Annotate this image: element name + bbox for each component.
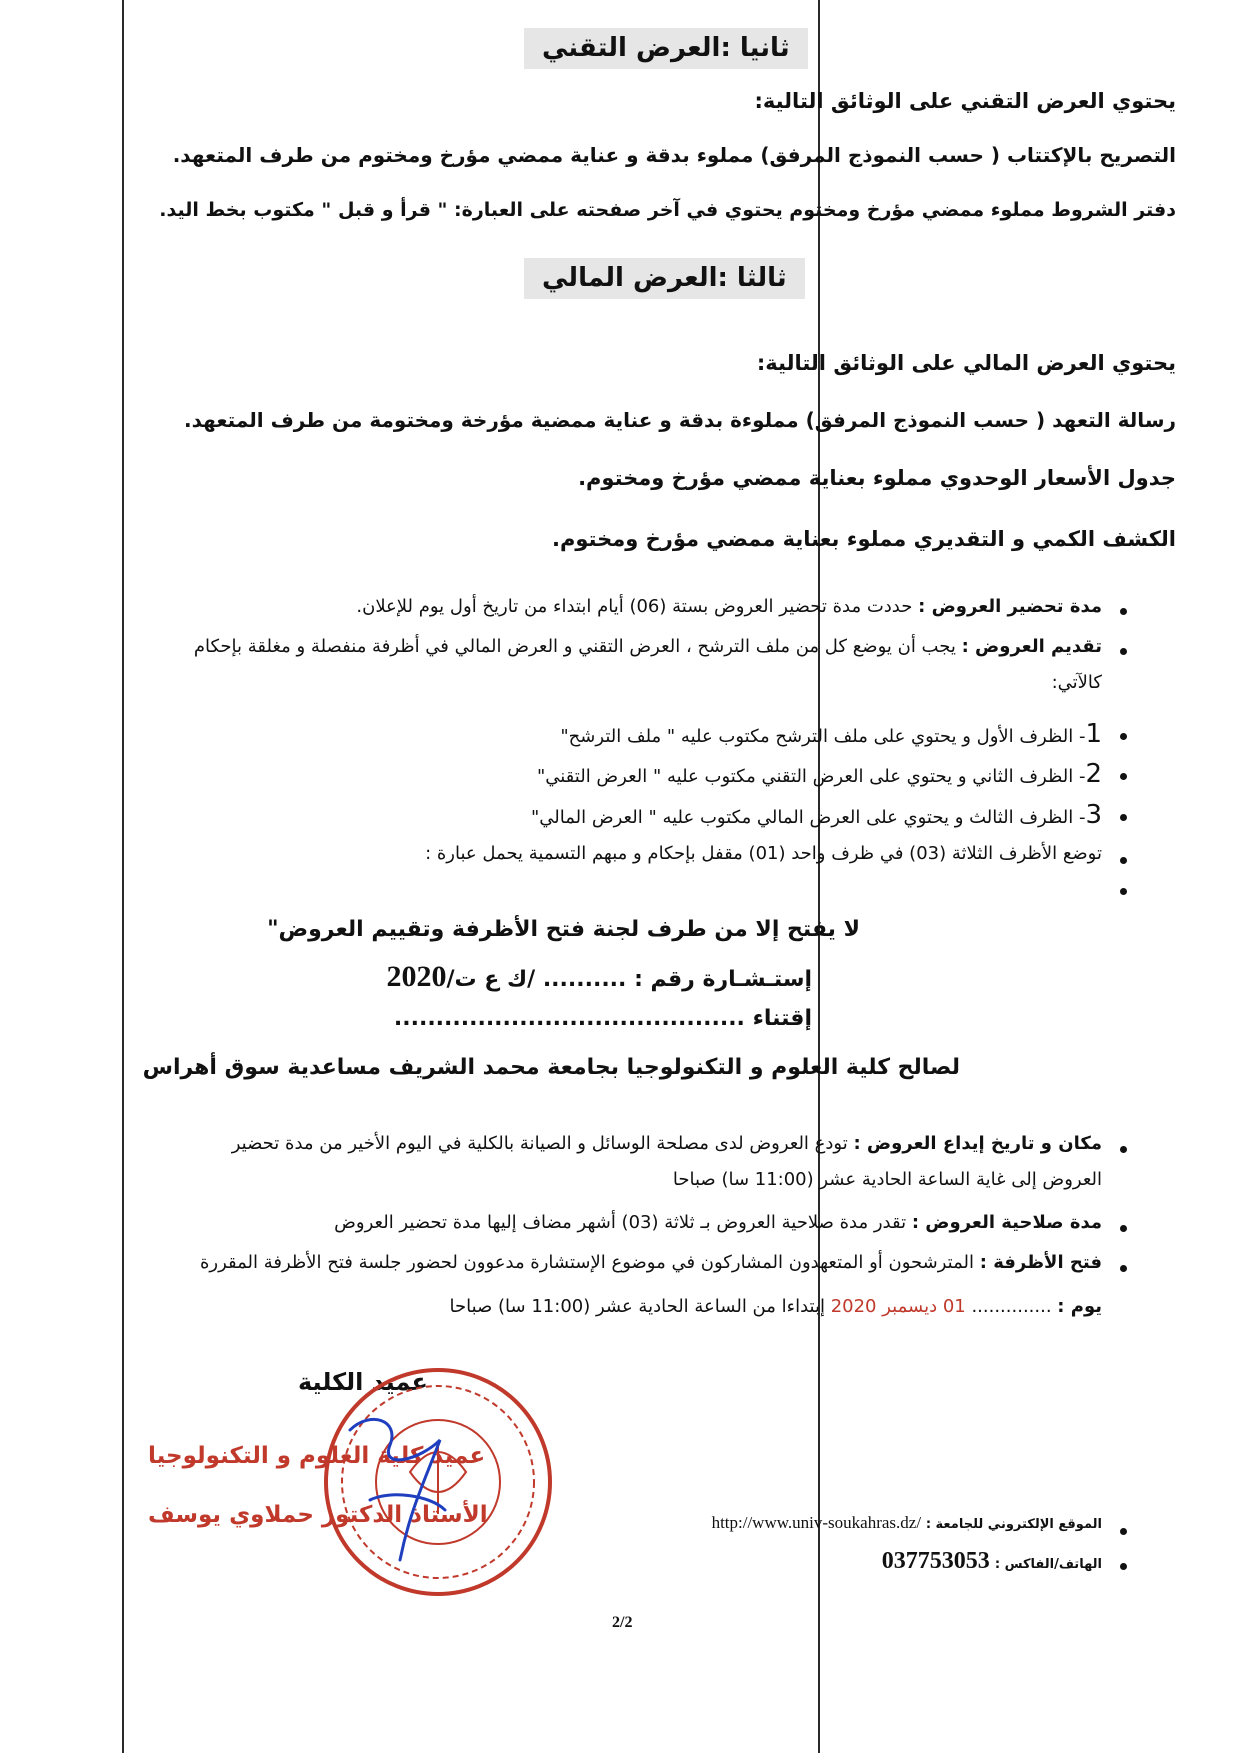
acquisition-label: إقتناء <box>752 1006 812 1031</box>
outer-envelope-line2 <box>386 958 812 996</box>
opening-label: فتح الأظرفة : <box>979 1252 1102 1273</box>
opening-text-2: إبتداءا من الساعة الحادية عشر (11:00 سا) صباحا <box>449 1296 825 1317</box>
envelope-1-num: 1 <box>1085 719 1102 749</box>
validity-line <box>334 1212 1102 1235</box>
consultation-label: إستـشـارة رقم : <box>634 967 812 992</box>
submit-continued: كالآتي: <box>1051 672 1102 693</box>
submit-text: يجب أن يوضع كل من ملف الترشح ، العرض التقني و العرض المالي في أظرفة منفصلة و مغلقة بإحكام <box>193 636 956 657</box>
website-line <box>712 1512 1102 1533</box>
envelope-2-text: - الظرف الثاني و يحتوي على العرض التقني مكتوب عليه " العرض التقني" <box>536 766 1086 787</box>
technical-intro: يحتوي العرض التقني على الوثائق التالية: <box>754 89 1176 113</box>
stamp-line2: الأستاذ الدكتور حملاوي يوسف <box>148 1502 488 1528</box>
bullet <box>1120 1563 1127 1570</box>
bullet <box>1120 1528 1127 1535</box>
bullet <box>1120 608 1127 615</box>
bullet <box>1120 773 1127 780</box>
scan-line-center <box>818 0 820 1753</box>
envelope-3 <box>531 799 1102 832</box>
deposit-place-label: مكان و تاريخ إيداع العروض : <box>853 1133 1102 1154</box>
submit-line <box>194 636 1102 659</box>
financial-heading: ثالثا :العرض المالي <box>524 258 805 299</box>
financial-item-3: الكشف الكمي و التقديري مملوء بعناية ممضي مؤرخ ومختوم. <box>551 527 1176 551</box>
technical-item-1: التصريح بالإكتتاب ( حسب النموذج المرفق) مملوء بدقة و عناية ممضي مؤرخ ومختوم من طرف المتعهد. <box>172 143 1176 167</box>
financial-item-2: جدول الأسعار الوحدوي مملوء بعناية ممضي مؤرخ ومختوم. <box>578 466 1176 490</box>
financial-item-1: رسالة التعهد ( حسب النموذج المرفق) مملوءة بدقة و عناية ممضية مؤرخة ومختومة من طرف المتعهد. <box>184 408 1176 432</box>
technical-item-2: دفتر الشروط مملوء ممضي مؤرخ ومختوم يحتوي في آخر صفحته على العبارة: " قرأ و قبل " مكتوب بخط اليد. <box>159 199 1176 221</box>
consultation-year: 2020 <box>386 960 447 993</box>
phone-label: الهاتف/الفاكس : <box>994 1557 1102 1572</box>
opening-date-handwritten: 01 ديسمبر 2020 <box>830 1296 966 1317</box>
envelope-3-text: - الظرف الثالث و يحتوي على العرض المالي مكتوب عليه " العرض المالي" <box>531 807 1086 828</box>
prep-label: مدة تحضير العروض : <box>918 596 1102 617</box>
phone-line <box>882 1546 1102 1576</box>
consultation-ref: /ك ع ت/ <box>446 967 536 992</box>
envelope-1 <box>560 718 1102 751</box>
bullet <box>1120 648 1127 655</box>
opening-day-label: يوم : <box>1057 1296 1102 1317</box>
technical-heading: ثانيا :العرض التقني <box>524 28 808 69</box>
envelope-2 <box>537 758 1102 791</box>
scan-line-left <box>122 0 124 1753</box>
validity-label: مدة صلاحية العروض : <box>911 1212 1102 1233</box>
bullet <box>1120 733 1127 740</box>
bullet <box>1120 888 1127 895</box>
outer-envelope-line4: لصالح كلية العلوم و التكنولوجيا بجامعة محمد الشريف مساعدية سوق أهراس <box>142 1055 960 1080</box>
outer-envelope-line1: لا يفتح إلا من طرف لجنة فتح الأظرفة وتقييم العروض" <box>267 917 860 942</box>
prep-line <box>356 596 1102 619</box>
page-number: 2/2 <box>612 1614 633 1631</box>
deposit-place-continued: العروض إلى غاية الساعة الحادية عشر (11:00 سا) صباحا <box>672 1169 1102 1190</box>
deposit-place-text: تودع العروض لدى مصلحة الوسائل و الصيانة بالكلية في اليوم الأخير من مدة تحضير <box>231 1133 848 1154</box>
stamp-line1: عميد كلية العلوم و التكنولوجيا <box>148 1443 486 1469</box>
bullet <box>1120 814 1127 821</box>
envelope-note: توضع الأظرف الثلاثة (03) في ظرف واحد (01) مقفل بإحكام و مبهم التسمية يحمل عبارة : <box>425 843 1102 864</box>
bullet <box>1120 1225 1127 1232</box>
opening-line <box>200 1252 1102 1275</box>
outer-envelope-line3 <box>394 1005 812 1033</box>
handwritten-signature <box>330 1400 470 1570</box>
website-url[interactable]: http://www.univ-soukahras.dz/ <box>711 1513 922 1532</box>
dean-title: عميد الكلية <box>298 1368 428 1396</box>
submit-label: تقديم العروض : <box>961 636 1102 657</box>
deposit-place-line <box>232 1133 1102 1156</box>
website-label: الموقع الإلكتروني للجامعة : <box>925 1517 1102 1532</box>
validity-text: تقدر مدة صلاحية العروض بـ ثلاثة (03) أشهر مضاف إليها مدة تحضير العروض <box>334 1212 907 1233</box>
opening-date-line <box>450 1296 1103 1319</box>
bullet <box>1120 1265 1127 1272</box>
phone-value: 037753053 <box>881 1548 990 1574</box>
acquisition-dots: .......................................... <box>393 1006 745 1031</box>
financial-intro: يحتوي العرض المالي على الوثائق التالية: <box>756 351 1176 375</box>
opening-dots: .............. <box>971 1296 1052 1317</box>
bullet <box>1120 857 1127 864</box>
consultation-dots: .......... <box>542 967 627 992</box>
envelope-2-num: 2 <box>1085 759 1102 789</box>
envelope-1-text: - الظرف الأول و يحتوي على ملف الترشح مكتوب عليه " ملف الترشح" <box>560 726 1086 747</box>
prep-text: حددت مدة تحضير العروض بستة (06) أيام ابتداء من تاريخ أول يوم للإعلان. <box>356 596 913 617</box>
envelope-3-num: 3 <box>1085 800 1102 830</box>
bullet <box>1120 1146 1127 1153</box>
opening-text: المترشحون أو المتعهدون المشاركون في موضوع الإستشارة مدعوون لحضور جلسة فتح الأظرفة المقررة <box>199 1252 974 1273</box>
